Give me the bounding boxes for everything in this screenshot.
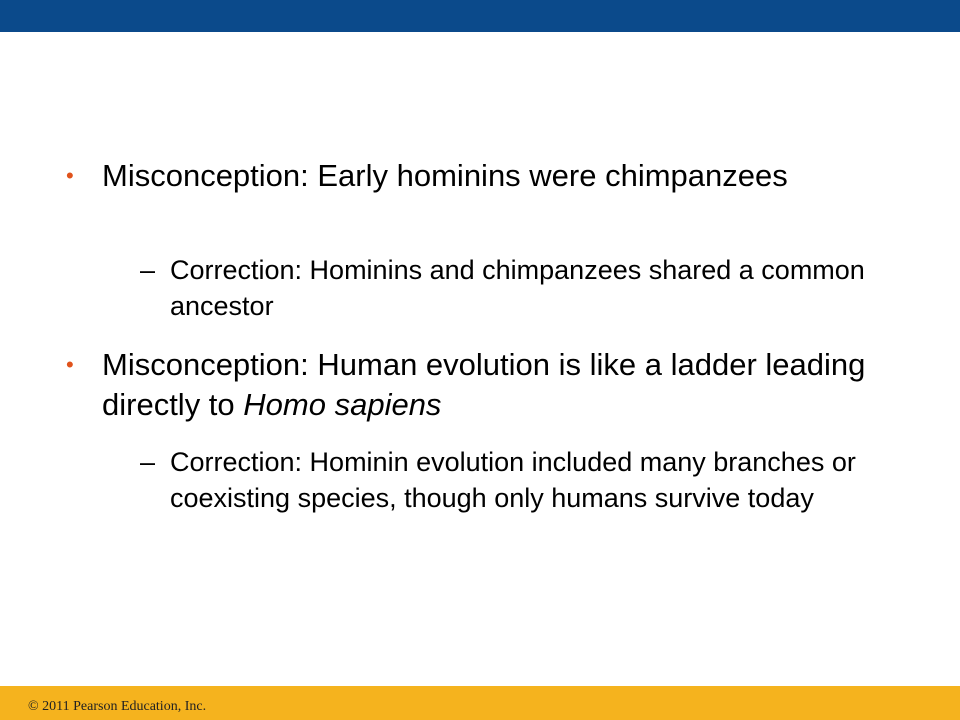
sub-point-text: Correction: Hominins and chimpanzees shared a common ancestor [170, 255, 865, 321]
sub-point-text: Correction: Hominin evolution included many branches or coexisting species, though only humans survive today [170, 447, 856, 513]
dash-marker: – [140, 447, 156, 477]
sub-point-1 [140, 252, 890, 324]
bullet-point-2 [66, 345, 872, 425]
copyright-notice: © 2011 Pearson Education, Inc. [28, 699, 207, 714]
sub-point-2 [140, 444, 890, 516]
bullet-dot-icon: • [66, 352, 74, 377]
dash-marker: – [140, 255, 156, 285]
bullet-text: Misconception: Early hominins were chimpanzees [102, 158, 788, 193]
bullet-dot-icon: • [66, 163, 74, 188]
footer-bar [0, 686, 960, 720]
bullet-text: Misconception: Human evolution is like a ladder leading directly to [102, 347, 866, 422]
species-name-italic: Homo sapiens [243, 387, 442, 422]
bullet-point-1 [66, 156, 872, 196]
